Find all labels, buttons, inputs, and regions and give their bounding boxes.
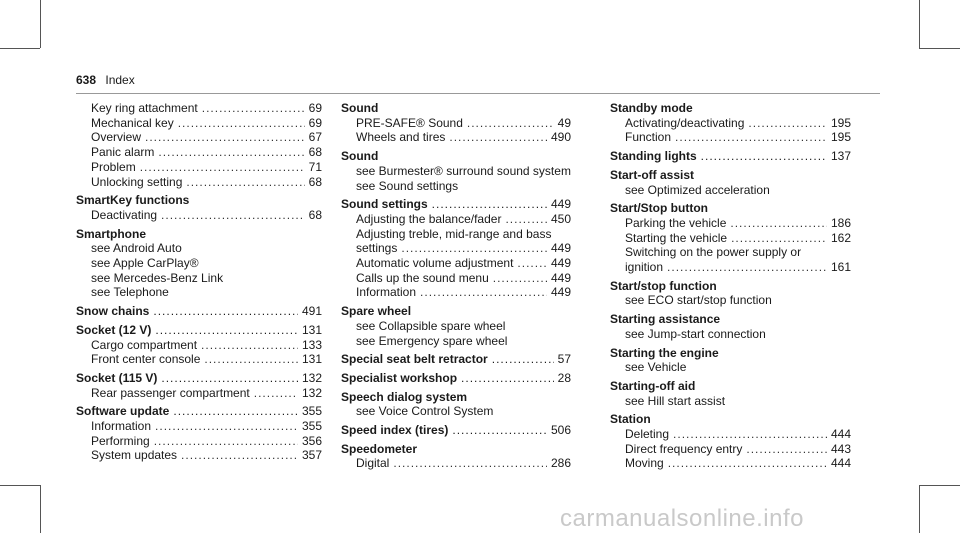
- crop-mark: [919, 485, 920, 533]
- index-subentry[interactable]: [610, 427, 851, 442]
- leader-dots: [701, 149, 827, 164]
- index-subentry[interactable]: [76, 434, 322, 449]
- index-subentry[interactable]: [341, 256, 571, 271]
- index-heading: SmartKey functions: [76, 193, 190, 208]
- leader-dots: [140, 160, 305, 175]
- index-heading-entry[interactable]: [341, 371, 571, 386]
- page-ref[interactable]: 161: [830, 260, 851, 275]
- index-subentry[interactable]: [341, 212, 571, 227]
- entry-label: Mechanical key: [91, 115, 174, 130]
- leader-dots: [492, 352, 554, 367]
- entry-label: Activating/deactivating: [625, 115, 745, 130]
- page-ref[interactable]: 137: [830, 149, 851, 164]
- index-subentry[interactable]: [76, 101, 322, 116]
- entry-label: Moving: [625, 456, 664, 471]
- page-ref[interactable]: 57: [557, 352, 571, 367]
- page-ref[interactable]: 69: [308, 115, 322, 130]
- entry-label: Adjusting the balance/fader: [356, 211, 502, 226]
- entry-label: Snow chains: [76, 304, 150, 319]
- index-subentry[interactable]: [76, 448, 322, 463]
- leader-dots: [505, 212, 547, 227]
- leader-dots: [401, 241, 547, 256]
- leader-dots: [186, 175, 304, 190]
- page-ref[interactable]: 490: [550, 130, 571, 145]
- index-subentry[interactable]: [76, 175, 322, 190]
- page-ref[interactable]: 355: [301, 419, 322, 434]
- crop-mark: [919, 0, 920, 48]
- leader-dots: [493, 271, 547, 286]
- entry-label: Panic alarm: [91, 145, 155, 160]
- index-subentry[interactable]: [341, 116, 571, 131]
- index-subentry[interactable]: [76, 130, 322, 145]
- leader-dots: [746, 442, 827, 457]
- entry-label: settings: [356, 241, 398, 256]
- index-subentry[interactable]: [341, 271, 571, 286]
- entry-label: Performing: [91, 433, 150, 448]
- index-subentry[interactable]: [76, 160, 322, 175]
- page-ref[interactable]: 28: [557, 370, 571, 385]
- entry-label: Digital: [356, 456, 390, 471]
- entry-label: Calls up the sound menu: [356, 270, 489, 285]
- leader-dots: [161, 208, 305, 223]
- entry-label: Standing lights: [610, 149, 697, 164]
- leader-dots: [420, 285, 547, 300]
- entry-label: Specialist workshop: [341, 370, 458, 385]
- leader-dots: [748, 116, 827, 131]
- crop-mark: [0, 485, 40, 486]
- leader-dots: [667, 260, 827, 275]
- index-subentry[interactable]: [76, 145, 322, 160]
- leader-dots: [467, 116, 554, 131]
- page-ref[interactable]: 449: [550, 241, 571, 256]
- entry-label: System updates: [91, 448, 178, 463]
- entry-label: Key ring attachment: [91, 101, 198, 115]
- entry-label: Sound settings: [341, 197, 428, 212]
- entry-label: Wheels and tires: [356, 130, 446, 145]
- leader-dots: [432, 197, 547, 212]
- entry-label: Cargo compartment: [91, 337, 198, 352]
- entry-label: Speed index (tires): [341, 423, 449, 438]
- leader-dots: [461, 371, 554, 386]
- leader-dots: [181, 448, 298, 463]
- page-ref[interactable]: 449: [550, 256, 571, 271]
- entry-label: Deleting: [625, 427, 670, 442]
- page-ref[interactable]: 67: [308, 130, 322, 145]
- page-ref[interactable]: 131: [301, 322, 322, 337]
- index-heading: Start/stop function: [610, 278, 717, 293]
- index-subentry[interactable]: [341, 130, 571, 145]
- entry-label: Unlocking setting: [91, 174, 183, 189]
- entry-label: Software update: [76, 404, 170, 419]
- crop-mark: [919, 485, 960, 486]
- page-ref[interactable]: 506: [550, 423, 571, 438]
- page-number: 638: [76, 73, 97, 87]
- index-subentry[interactable]: [76, 386, 322, 401]
- index-heading-entry[interactable]: [341, 423, 571, 438]
- page-ref[interactable]: 186: [830, 215, 851, 230]
- index-subentry[interactable]: [76, 352, 322, 367]
- index-cross-reference: see Optimized acceleration: [625, 182, 770, 197]
- entry-label: Direct frequency entry: [625, 441, 743, 456]
- leader-dots: [675, 130, 827, 145]
- page-ref[interactable]: 131: [301, 352, 322, 367]
- index-cross-reference: see Mercedes-Benz Link: [91, 270, 224, 285]
- entry-label: Rear passenger compartment: [91, 385, 250, 400]
- page-ref[interactable]: 162: [830, 230, 851, 245]
- page-ref[interactable]: 449: [550, 197, 571, 212]
- crop-mark: [919, 48, 960, 49]
- index-heading: Sound: [341, 101, 379, 115]
- leader-dots: [201, 338, 298, 353]
- index-subentry[interactable]: [76, 419, 322, 434]
- leader-dots: [204, 352, 298, 367]
- index-cross-reference: Switching on the power supply or: [625, 245, 802, 260]
- entry-label: Deactivating: [91, 207, 158, 222]
- entry-label: Automatic volume adjustment: [356, 256, 514, 271]
- index-heading: Starting the engine: [610, 345, 719, 360]
- page-ref[interactable]: 286: [550, 456, 571, 471]
- leader-dots: [730, 216, 827, 231]
- section-title: Index: [105, 73, 135, 87]
- entry-label: Special seat belt retractor: [341, 352, 488, 367]
- index-cross-reference: see Burmester® surround sound system: [356, 163, 571, 178]
- index-column-1: [76, 101, 322, 463]
- page-ref[interactable]: 449: [550, 270, 571, 285]
- index-cross-reference: see Emergency spare wheel: [356, 333, 508, 348]
- page-ref[interactable]: 49: [557, 115, 571, 130]
- page-ref[interactable]: 195: [830, 130, 851, 145]
- entry-label: Problem: [91, 159, 136, 174]
- index-subentry[interactable]: [610, 442, 851, 457]
- index-cross-reference: see Sound settings: [356, 178, 459, 193]
- leader-dots: [154, 434, 298, 449]
- entry-label: PRE-SAFE® Sound: [356, 115, 463, 130]
- index-subentry[interactable]: [610, 456, 851, 471]
- page-ref[interactable]: 133: [301, 337, 322, 352]
- leader-dots: [731, 231, 827, 246]
- leader-dots: [161, 371, 298, 386]
- index-heading-entry[interactable]: [76, 371, 322, 386]
- index-cross-reference: see Vehicle: [625, 360, 687, 375]
- index-heading: Smartphone: [76, 226, 147, 241]
- leader-dots: [173, 404, 298, 419]
- index-subentry[interactable]: [610, 216, 851, 231]
- leader-dots: [155, 323, 298, 338]
- page-ref[interactable]: 444: [830, 456, 851, 471]
- page-ref[interactable]: 355: [301, 404, 322, 419]
- index-cross-reference: Adjusting treble, mid-range and bass: [356, 226, 552, 241]
- index-subentry[interactable]: [76, 338, 322, 353]
- index-heading: Speech dialog system: [341, 389, 468, 404]
- index-subentry[interactable]: [76, 208, 322, 223]
- leader-dots: [452, 423, 547, 438]
- page-ref[interactable]: 132: [301, 385, 322, 400]
- entry-label: ignition: [625, 260, 664, 275]
- entry-label: Overview: [91, 130, 142, 145]
- leader-dots: [158, 145, 304, 160]
- index-cross-reference: see ECO start/stop function: [625, 293, 772, 308]
- index-subentry[interactable]: [341, 241, 571, 256]
- page-ref[interactable]: 132: [301, 370, 322, 385]
- index-heading-entry[interactable]: [76, 404, 322, 419]
- crop-mark: [40, 485, 41, 533]
- leader-dots: [153, 304, 298, 319]
- entry-label: Starting the vehicle: [625, 230, 728, 245]
- header-divider: [76, 93, 880, 94]
- watermark: carmanualsonline.info: [560, 505, 804, 532]
- index-heading: Spare wheel: [341, 304, 412, 319]
- leader-dots: [155, 419, 298, 434]
- page-header: [76, 73, 135, 87]
- leader-dots: [145, 130, 305, 145]
- leader-dots: [178, 116, 305, 131]
- index-subentry[interactable]: [610, 260, 851, 275]
- page-ref[interactable]: 71: [308, 159, 322, 174]
- crop-mark: [40, 0, 41, 48]
- page-ref[interactable]: 195: [830, 115, 851, 130]
- index-heading: Station: [610, 412, 651, 427]
- index-heading-entry[interactable]: [610, 149, 851, 164]
- index-heading-entry[interactable]: [341, 352, 571, 367]
- entry-label: Socket (115 V): [76, 370, 158, 385]
- index-cross-reference: see Collapsible spare wheel: [356, 318, 506, 333]
- page-ref[interactable]: 356: [301, 433, 322, 448]
- index-cross-reference: see Apple CarPlay®: [91, 256, 199, 271]
- index-subentry[interactable]: [610, 231, 851, 246]
- page-ref[interactable]: 449: [550, 285, 571, 300]
- entry-label: Parking the vehicle: [625, 215, 727, 230]
- leader-dots: [393, 456, 547, 471]
- entry-label: Front center console: [91, 352, 201, 367]
- index-heading-entry[interactable]: [76, 304, 322, 319]
- index-cross-reference: see Android Auto: [91, 241, 182, 256]
- page-ref[interactable]: 68: [308, 207, 322, 222]
- index-cross-reference: see Jump-start connection: [625, 326, 766, 341]
- leader-dots: [254, 386, 298, 401]
- index-subentry[interactable]: [610, 130, 851, 145]
- index-subentry[interactable]: [610, 116, 851, 131]
- index-heading: Sound: [341, 149, 379, 164]
- index-subentry[interactable]: [76, 116, 322, 131]
- index-heading-entry[interactable]: [76, 323, 322, 338]
- page-ref[interactable]: 443: [830, 441, 851, 456]
- index-heading-entry[interactable]: [341, 197, 571, 212]
- index-heading: Starting assistance: [610, 312, 721, 327]
- index-subentry[interactable]: [341, 456, 571, 471]
- crop-mark: [0, 48, 40, 49]
- page-ref[interactable]: 68: [308, 174, 322, 189]
- leader-dots: [673, 427, 827, 442]
- page-ref[interactable]: 69: [308, 101, 322, 115]
- entry-label: Socket (12 V): [76, 322, 152, 337]
- entry-label: Information: [356, 285, 417, 300]
- index-column-2: [341, 101, 571, 471]
- index-heading: Start-off assist: [610, 167, 695, 182]
- page-ref[interactable]: 357: [301, 448, 322, 463]
- entry-label: Function: [625, 130, 672, 145]
- leader-dots: [449, 130, 547, 145]
- entry-label: Information: [91, 419, 152, 434]
- index-subentry[interactable]: [341, 285, 571, 300]
- index-heading: Speedometer: [341, 441, 418, 456]
- page-ref[interactable]: 68: [308, 145, 322, 160]
- page-ref[interactable]: 444: [830, 427, 851, 442]
- index-cross-reference: see Telephone: [91, 285, 169, 300]
- page-ref[interactable]: 491: [301, 304, 322, 319]
- index-cross-reference: see Hill start assist: [625, 393, 726, 408]
- index-cross-reference: see Voice Control System: [356, 404, 494, 419]
- index-heading: Starting-off aid: [610, 378, 696, 393]
- leader-dots: [517, 256, 547, 271]
- index-column-3: [610, 101, 851, 471]
- index-heading: Start/Stop button: [610, 201, 708, 216]
- index-heading: Standby mode: [610, 101, 693, 115]
- leader-dots: [202, 101, 305, 116]
- leader-dots: [668, 456, 827, 471]
- page-ref[interactable]: 450: [550, 211, 571, 226]
